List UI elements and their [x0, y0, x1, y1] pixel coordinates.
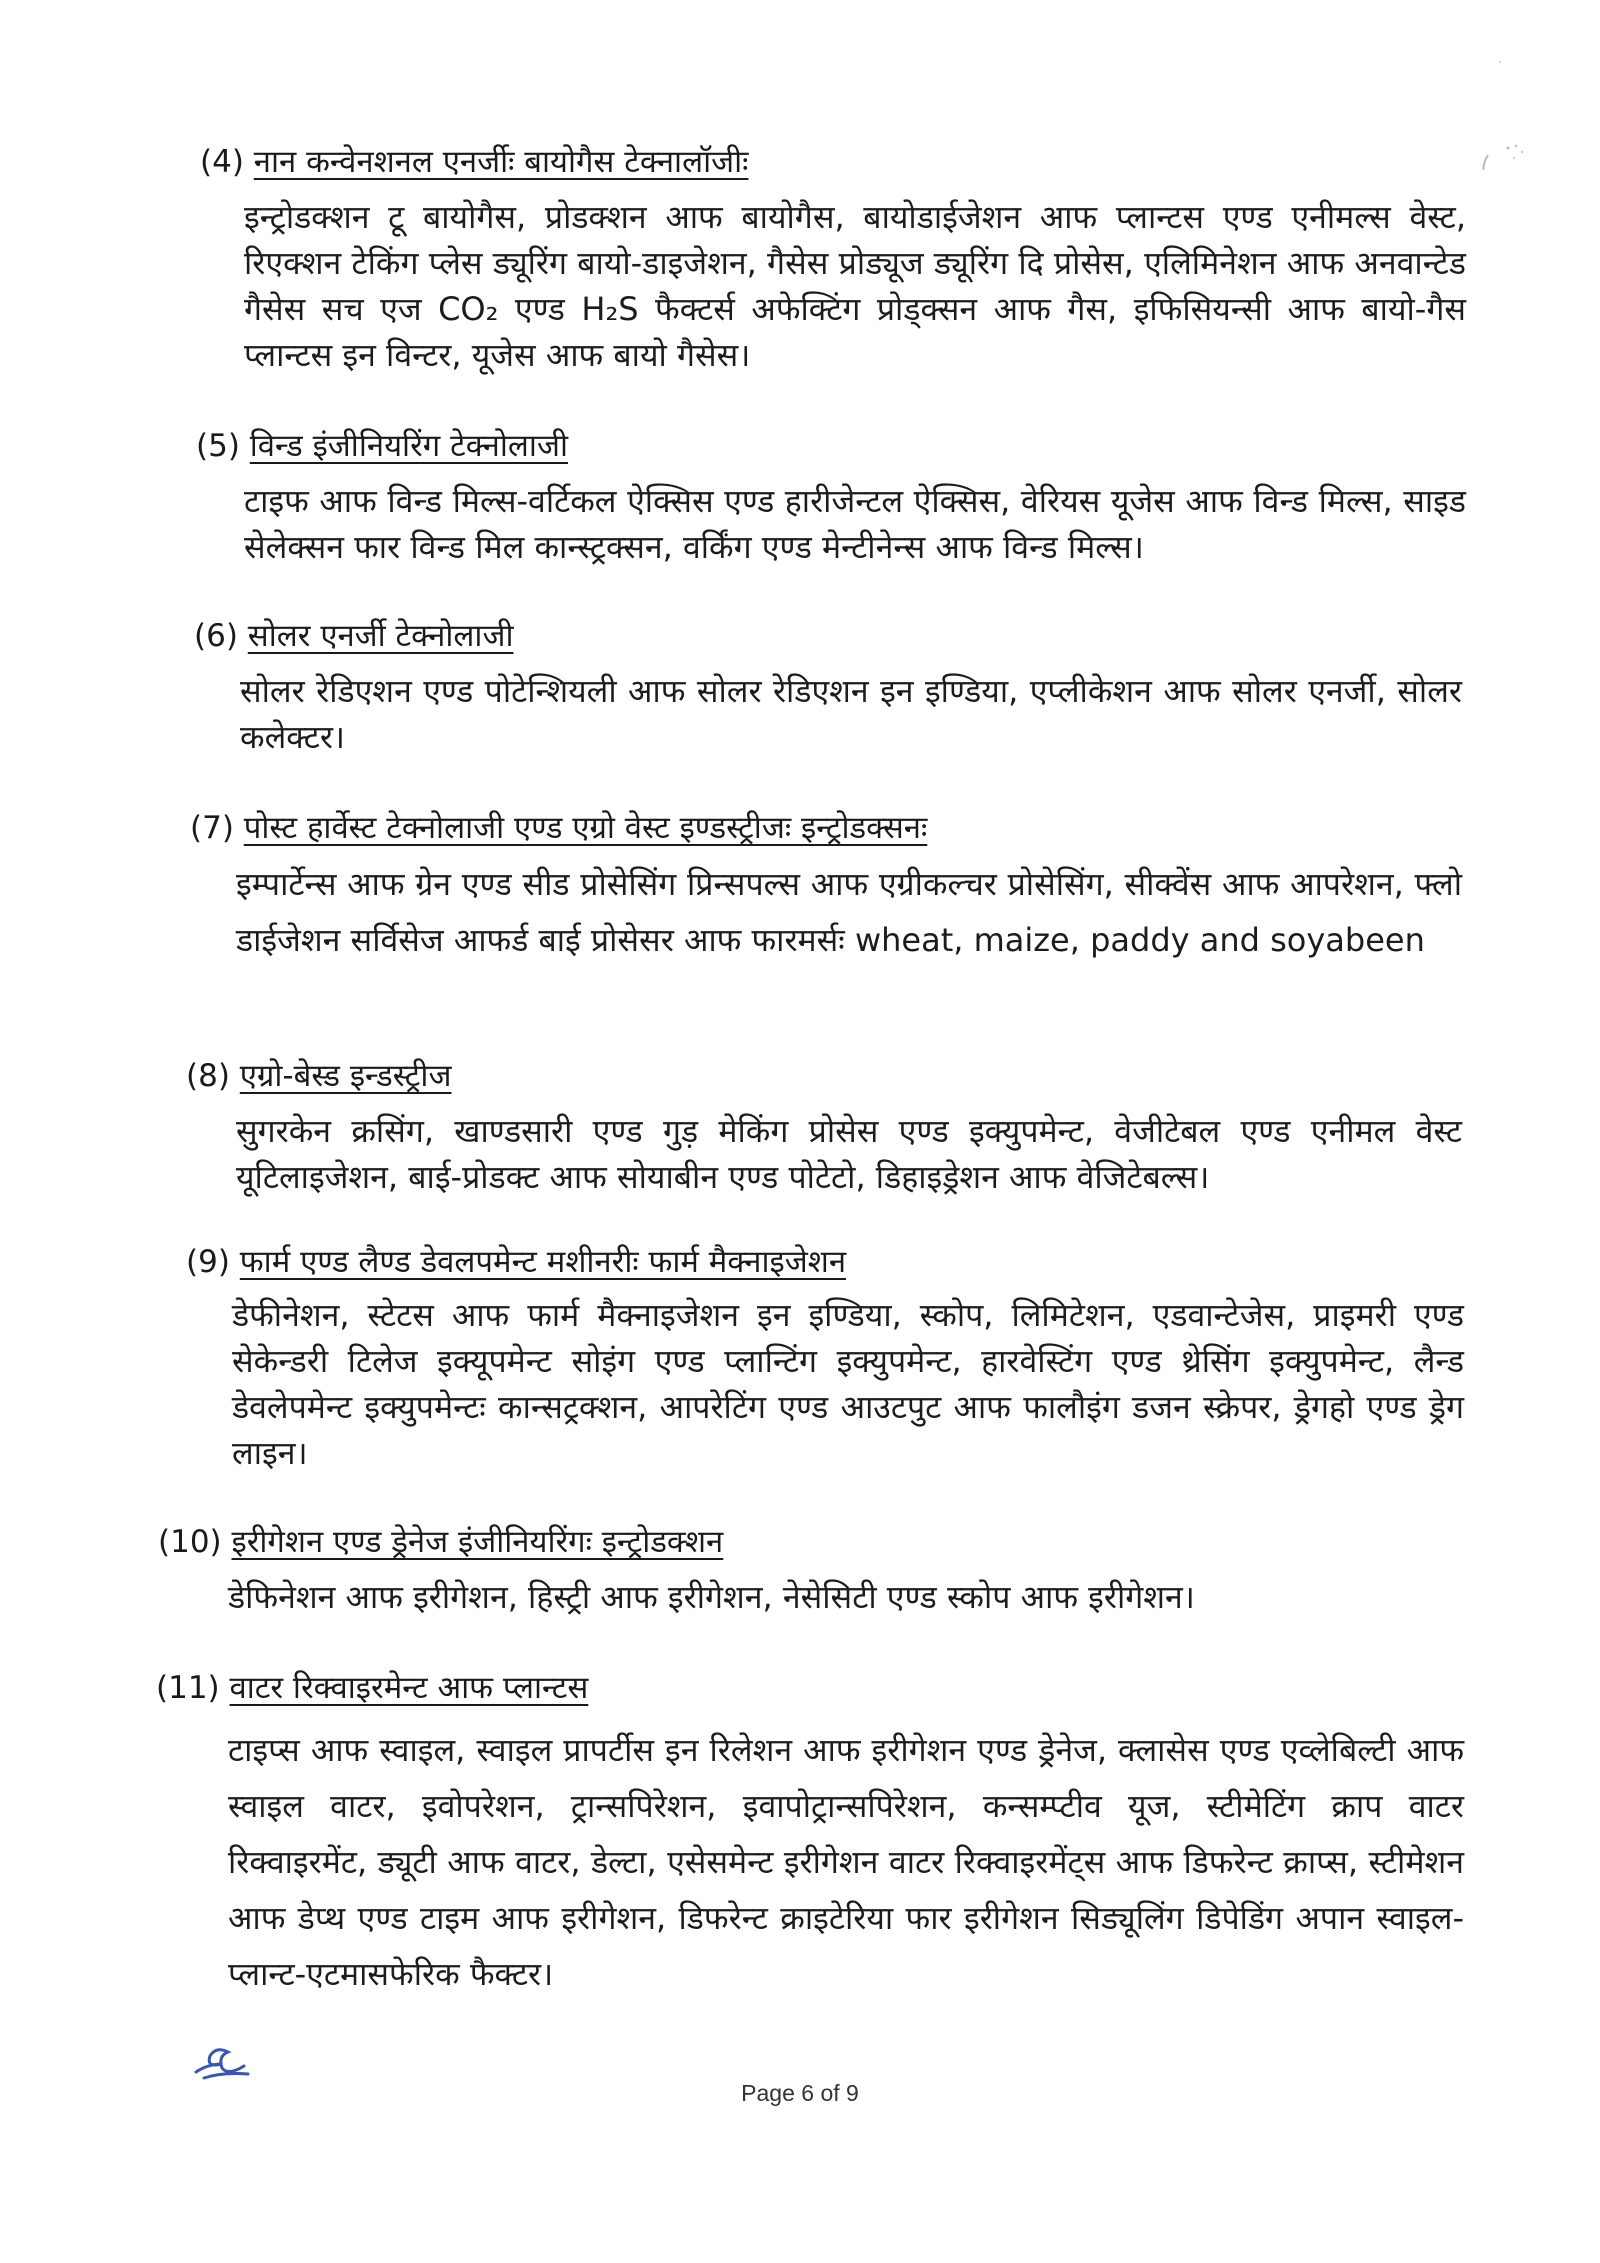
section-title: फार्म एण्ड लैण्ड डेवलपमेन्ट मशीनरीः फार्म मैक्नाइजेशन: [239, 1244, 847, 1280]
section-5: [196, 424, 568, 468]
section-heading: [186, 1240, 846, 1284]
section-title: पोस्ट हार्वेस्ट टेक्नोलाजी एण्ड एग्रो वेस्ट इण्डस्ट्रीजः इन्ट्रोडक्सनः: [243, 810, 928, 846]
section-heading: [156, 1666, 588, 1710]
section-title: वाटर रिक्वाइरमेन्ट आफ प्लान्टस: [229, 1670, 589, 1706]
section-8-body: सुगरकेन क्रसिंग, खाण्डसारी एण्ड गुड़ मेकिंग प्रोसेस एण्ड इक्युपमेन्ट, वेजीटेबल एण्ड एनीमल वेस्ट यूटिलाइजेशन, बाई-प्रोडक्ट आफ सोयाबीन एण्ड पोटेटो, डिहाइड्रेशन आफ वेजिटेबल्स।: [236, 1112, 1462, 1196]
section-number: (10): [158, 1524, 222, 1560]
section-8: [186, 1054, 451, 1098]
section-9-body: डेफीनेशन, स्टेटस आफ फार्म मैक्नाइजेशन इन इण्डिया, स्कोप, लिमिटेशन, एडवान्टेजेस, प्राइमरी एण्ड सेकेन्डरी टिलेज इक्यूपमेन्ट सोइंग एण्ड प्लान्टिंग इक्युपमेन्ट, हारवेस्टिंग एण्ड थ्रेसिंग इक्युपमेन्ट, लैन्ड डेवलेपमेन्ट इक्युपमेन्टः कान्सट्रक्शन, आपरेटिंग एण्ड आउटपुट आफ फालौइंग डजन स्क्रेपर, ड्रेगहो एण्ड ड्रेग लाइन।: [232, 1296, 1464, 1472]
section-number: (11): [156, 1670, 220, 1706]
section-title: इरीगेशन एण्ड ड्रेनेज इंजीनियरिंगः इन्ट्रोडक्शन: [231, 1524, 724, 1560]
section-10-body: डेफिनेशन आफ इरीगेशन, हिस्ट्री आफ इरीगेशन, नेसेसिटी एण्ड स्कोप आफ इरीगेशन।: [228, 1578, 1195, 1616]
section-4-body: इन्ट्रोडक्शन टू बायोगैस, प्रोडक्शन आफ बायोगैस, बायोडाईजेशन आफ प्लान्टस एण्ड एनीमल्स वेस्ट, रिएक्शन टेकिंग प्लेस ड्यूरिंग बायो-डाइजेशन, गैसेस प्रोड्यूज ड्यूरिंग दि प्रोसेस, एलिमिनेशन आफ अनवान्टेड गैसेस सच एज CO₂ एण्ड H₂S फैक्टर्स अफेक्टिंग प्रोड्क्सन आफ गैस, इफिसियन्सी आफ बायो-गैस प्लान्टस इन विन्टर, यूजेस आफ बायो गैसेस।: [244, 198, 1466, 374]
section-number: (9): [186, 1244, 230, 1280]
section-5-body: टाइफ आफ विन्ड मिल्स-वर्टिकल ऐक्सिस एण्ड हारीजेन्टल ऐक्सिस, वेरियस यूजेस आफ विन्ड मिल्स, साइड सेलेक्सन फार विन्ड मिल कान्स्ट्रक्सन, वर्किंग एण्ड मेन्टीनेन्स आफ विन्ड मिल्स।: [244, 482, 1466, 566]
section-title: विन्ड इंजीनियरिंग टेक्नोलाजी: [249, 428, 568, 464]
section-number: (5): [196, 428, 240, 464]
section-4: [200, 140, 748, 184]
section-heading: [200, 140, 748, 184]
section-9: [186, 1240, 846, 1284]
section-title: एग्रो-बेस्ड इन्डस्ट्रीज: [239, 1058, 452, 1094]
section-title: नान कन्वेनशनल एनर्जीः बायोगैस टेक्नालॉजीः: [253, 144, 749, 180]
section-6-body: सोलर रेडिएशन एण्ड पोटेन्शियली आफ सोलर रेडिएशन इन इण्डिया, एप्लीकेशन आफ सोलर एनर्जी, सोलर कलेक्टर।: [240, 672, 1462, 756]
section-number: (6): [194, 618, 238, 654]
section-heading: [190, 806, 927, 850]
section-7: [190, 806, 927, 850]
section-number: (7): [190, 810, 234, 846]
section-10: [158, 1520, 723, 1564]
section-number: (8): [186, 1058, 230, 1094]
section-heading: [158, 1520, 723, 1564]
section-heading: [194, 614, 513, 658]
section-heading: [186, 1054, 451, 1098]
section-7-body: इम्पार्टेन्स आफ ग्रेन एण्ड सीड प्रोसेसिंग प्रिन्सपल्स आफ एग्रीकल्चर प्रोसेसिंग, सीक्वेंस आफ आपरेशन, फ्लो डाईजेशन सर्विसेज आफर्ड बाई प्रोसेसर आफ फारमर्सः wheat, maize, paddy and soyabeen: [236, 865, 1462, 959]
section-heading: [196, 424, 568, 468]
page-footer: Page 6 of 9: [741, 2080, 859, 2106]
section-11-body: टाइप्स आफ स्वाइल, स्वाइल प्रापर्टीस इन रिलेशन आफ इरीगेशन एण्ड ड्रेनेज, क्लासेस एण्ड एव्लेबिल्टी आफ स्वाइल वाटर, इवोपरेशन, ट्रान्सपिरेशन, इवापोट्रान्सपिरेशन, कन्सम्प्टीव यूज, स्टीमेटिंग क्राप वाटर रिक्वाइरमेंट, ड्यूटी आफ वाटर, डेल्टा, एसेसमेन्ट इरीगेशन वाटर रिक्वाइरमेंट्स आफ डिफरेन्ट क्राप्स, स्टीमेशन आफ डेप्थ एण्ड टाइम आफ इरीगेशन, डिफरेन्ट क्राइटेरिया फार इरीगेशन सिड्यूलिंग डिपेडिंग अपान स्वाइल-प्लान्ट-एटमासफेरिक फैक्टर।: [228, 1731, 1464, 1993]
signature-icon: [188, 2042, 258, 2082]
scan-mark-icon: [1470, 60, 1530, 170]
section-title: सोलर एनर्जी टेक्नोलाजी: [247, 618, 514, 654]
section-number: (4): [200, 144, 244, 180]
section-6: [194, 614, 513, 658]
section-11: [156, 1666, 588, 1710]
